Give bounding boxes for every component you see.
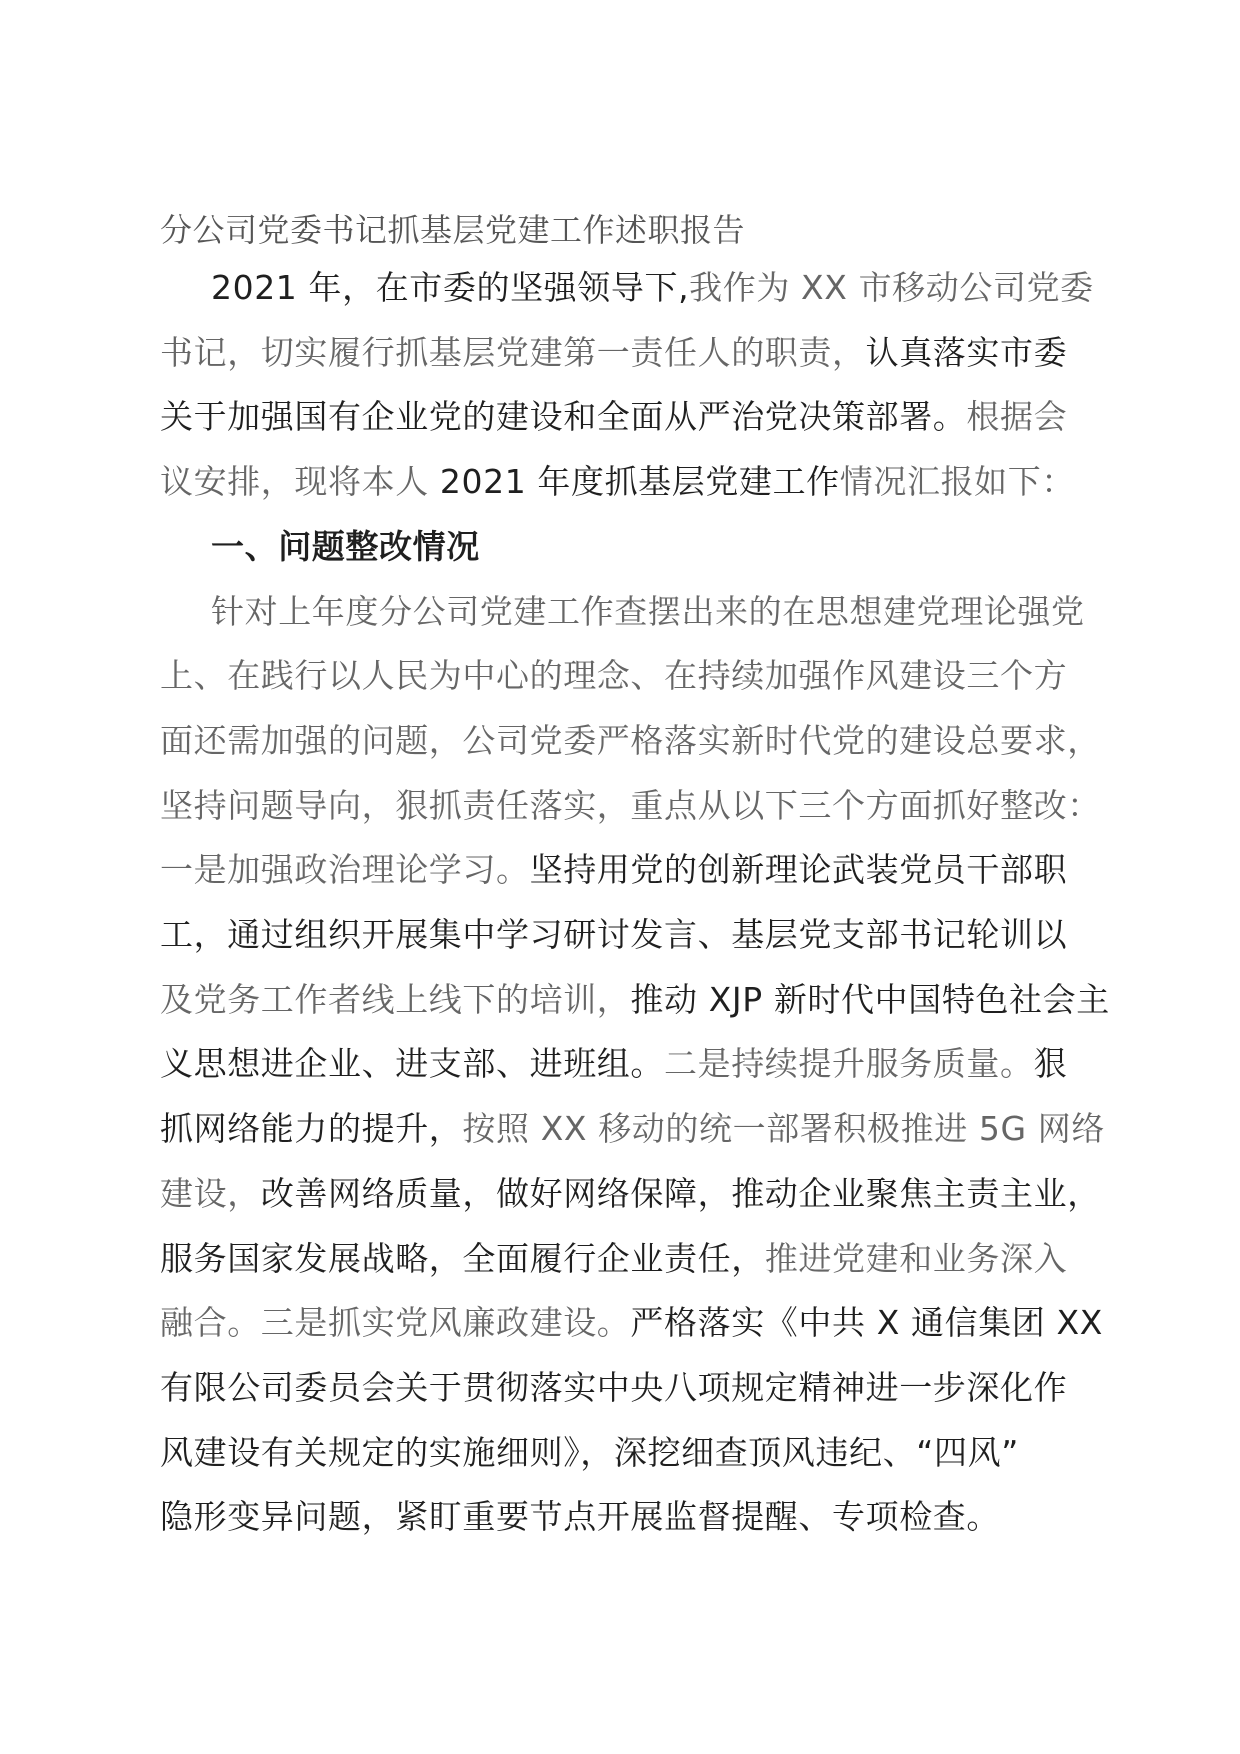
text-segment: 根据会	[966, 397, 1068, 437]
body-text-line	[160, 1174, 1101, 1214]
body-text-line	[160, 1303, 1103, 1343]
body-text-line	[160, 397, 1067, 437]
body-text-line	[160, 915, 1067, 955]
body-text-line	[160, 850, 1067, 890]
text-segment: 推进党建和业务深入	[764, 1238, 1068, 1278]
text-segment: 上、在践行以人民为中心的理念、在持续加强作风建设三个方	[160, 656, 1068, 696]
text-segment: 关于加强国有企业党的建设和全面从严治党决策部署。	[160, 397, 967, 437]
text-segment: 一是加强政治理论学习。	[160, 850, 530, 890]
text-segment: 情况汇报如下：	[839, 462, 1075, 502]
text-segment: 书记，切实履行抓基层党建第一责任人的职责，	[160, 332, 866, 372]
text-segment: 建设，	[160, 1173, 261, 1213]
text-segment: 狠	[1033, 1044, 1068, 1084]
section-heading	[211, 527, 480, 567]
text-segment: 二是持续提升服务质量。	[664, 1044, 1034, 1084]
text-segment: 抓网络能力的提升，	[160, 1109, 463, 1149]
text-segment: 风建设有关规定的实施细则》，深挖细查顶风违纪、“四风”	[160, 1432, 1019, 1472]
text-segment: 坚持问题导向，狠抓责任落实，重点从以下三个方面抓好整改：	[160, 785, 1101, 825]
body-text-line	[160, 1109, 1105, 1149]
text-segment: 有限公司委员会关于贯彻落实中央八项规定精神进一步深化作	[160, 1367, 1068, 1407]
text-segment: 议安排，现将本人	[160, 462, 429, 502]
body-text-line	[211, 592, 1085, 632]
body-text-line	[160, 1044, 1067, 1084]
text-segment: 推动 XJP 新时代中国特色社会主	[630, 979, 1110, 1019]
text-segment: 面还需加强的问题，公司党委严格落实新时代党的建设总要求，	[160, 720, 1101, 760]
body-text-line	[211, 268, 1094, 308]
text-segment: 及党务工作者线上线下的培训，	[160, 979, 631, 1019]
body-text-line	[160, 1239, 1067, 1279]
text-segment: 2021 年，在市委的坚强领导下,	[211, 268, 690, 307]
text-segment: 2021 年度抓基层党建工作	[428, 462, 840, 502]
body-text-line	[160, 1433, 1019, 1473]
text-segment: 我作为 XX 市移动公司党委	[689, 268, 1094, 307]
text-segment: 服务国家发展战略，全面履行企业责任，	[160, 1238, 765, 1278]
text-segment: 按照 XX 移动的统一部署积极推进 5G 网络	[462, 1109, 1105, 1149]
text-segment: 一、问题整改情况	[211, 526, 480, 566]
text-segment: 改善网络质量，做好网络保障，推动企业聚焦主责主业，	[260, 1173, 1101, 1213]
document-title: 分公司党委书记抓基层党建工作述职报告	[160, 211, 746, 249]
text-segment: 针对上年度分公司党建工作查摆出来的在思想建党理论强党	[211, 591, 1085, 631]
body-text-line	[160, 1368, 1067, 1408]
body-text-line	[160, 786, 1101, 826]
text-segment: 认真落实市委	[865, 332, 1068, 372]
text-segment: 隐形变异问题，紧盯重要节点开展监督提醒、专项检查。	[160, 1497, 1000, 1537]
body-text-line	[160, 656, 1067, 696]
text-segment: 融合。三是抓实党风廉政建设。	[160, 1303, 631, 1343]
text-segment: 坚持用党的创新理论武装党员干部职	[529, 850, 1068, 890]
text-segment: 严格落实《中共 X 通信集团 XX	[630, 1303, 1103, 1343]
body-text-line	[160, 721, 1101, 761]
body-text-line	[160, 333, 1067, 373]
text-segment: 工，通过组织开展集中学习研讨发言、基层党支部书记轮训以	[160, 915, 1068, 954]
text-segment: 义思想进企业、进支部、进班组。	[160, 1044, 664, 1084]
body-text-line	[160, 980, 1110, 1020]
body-text-line	[160, 462, 1075, 502]
body-text-line	[160, 1497, 1000, 1537]
